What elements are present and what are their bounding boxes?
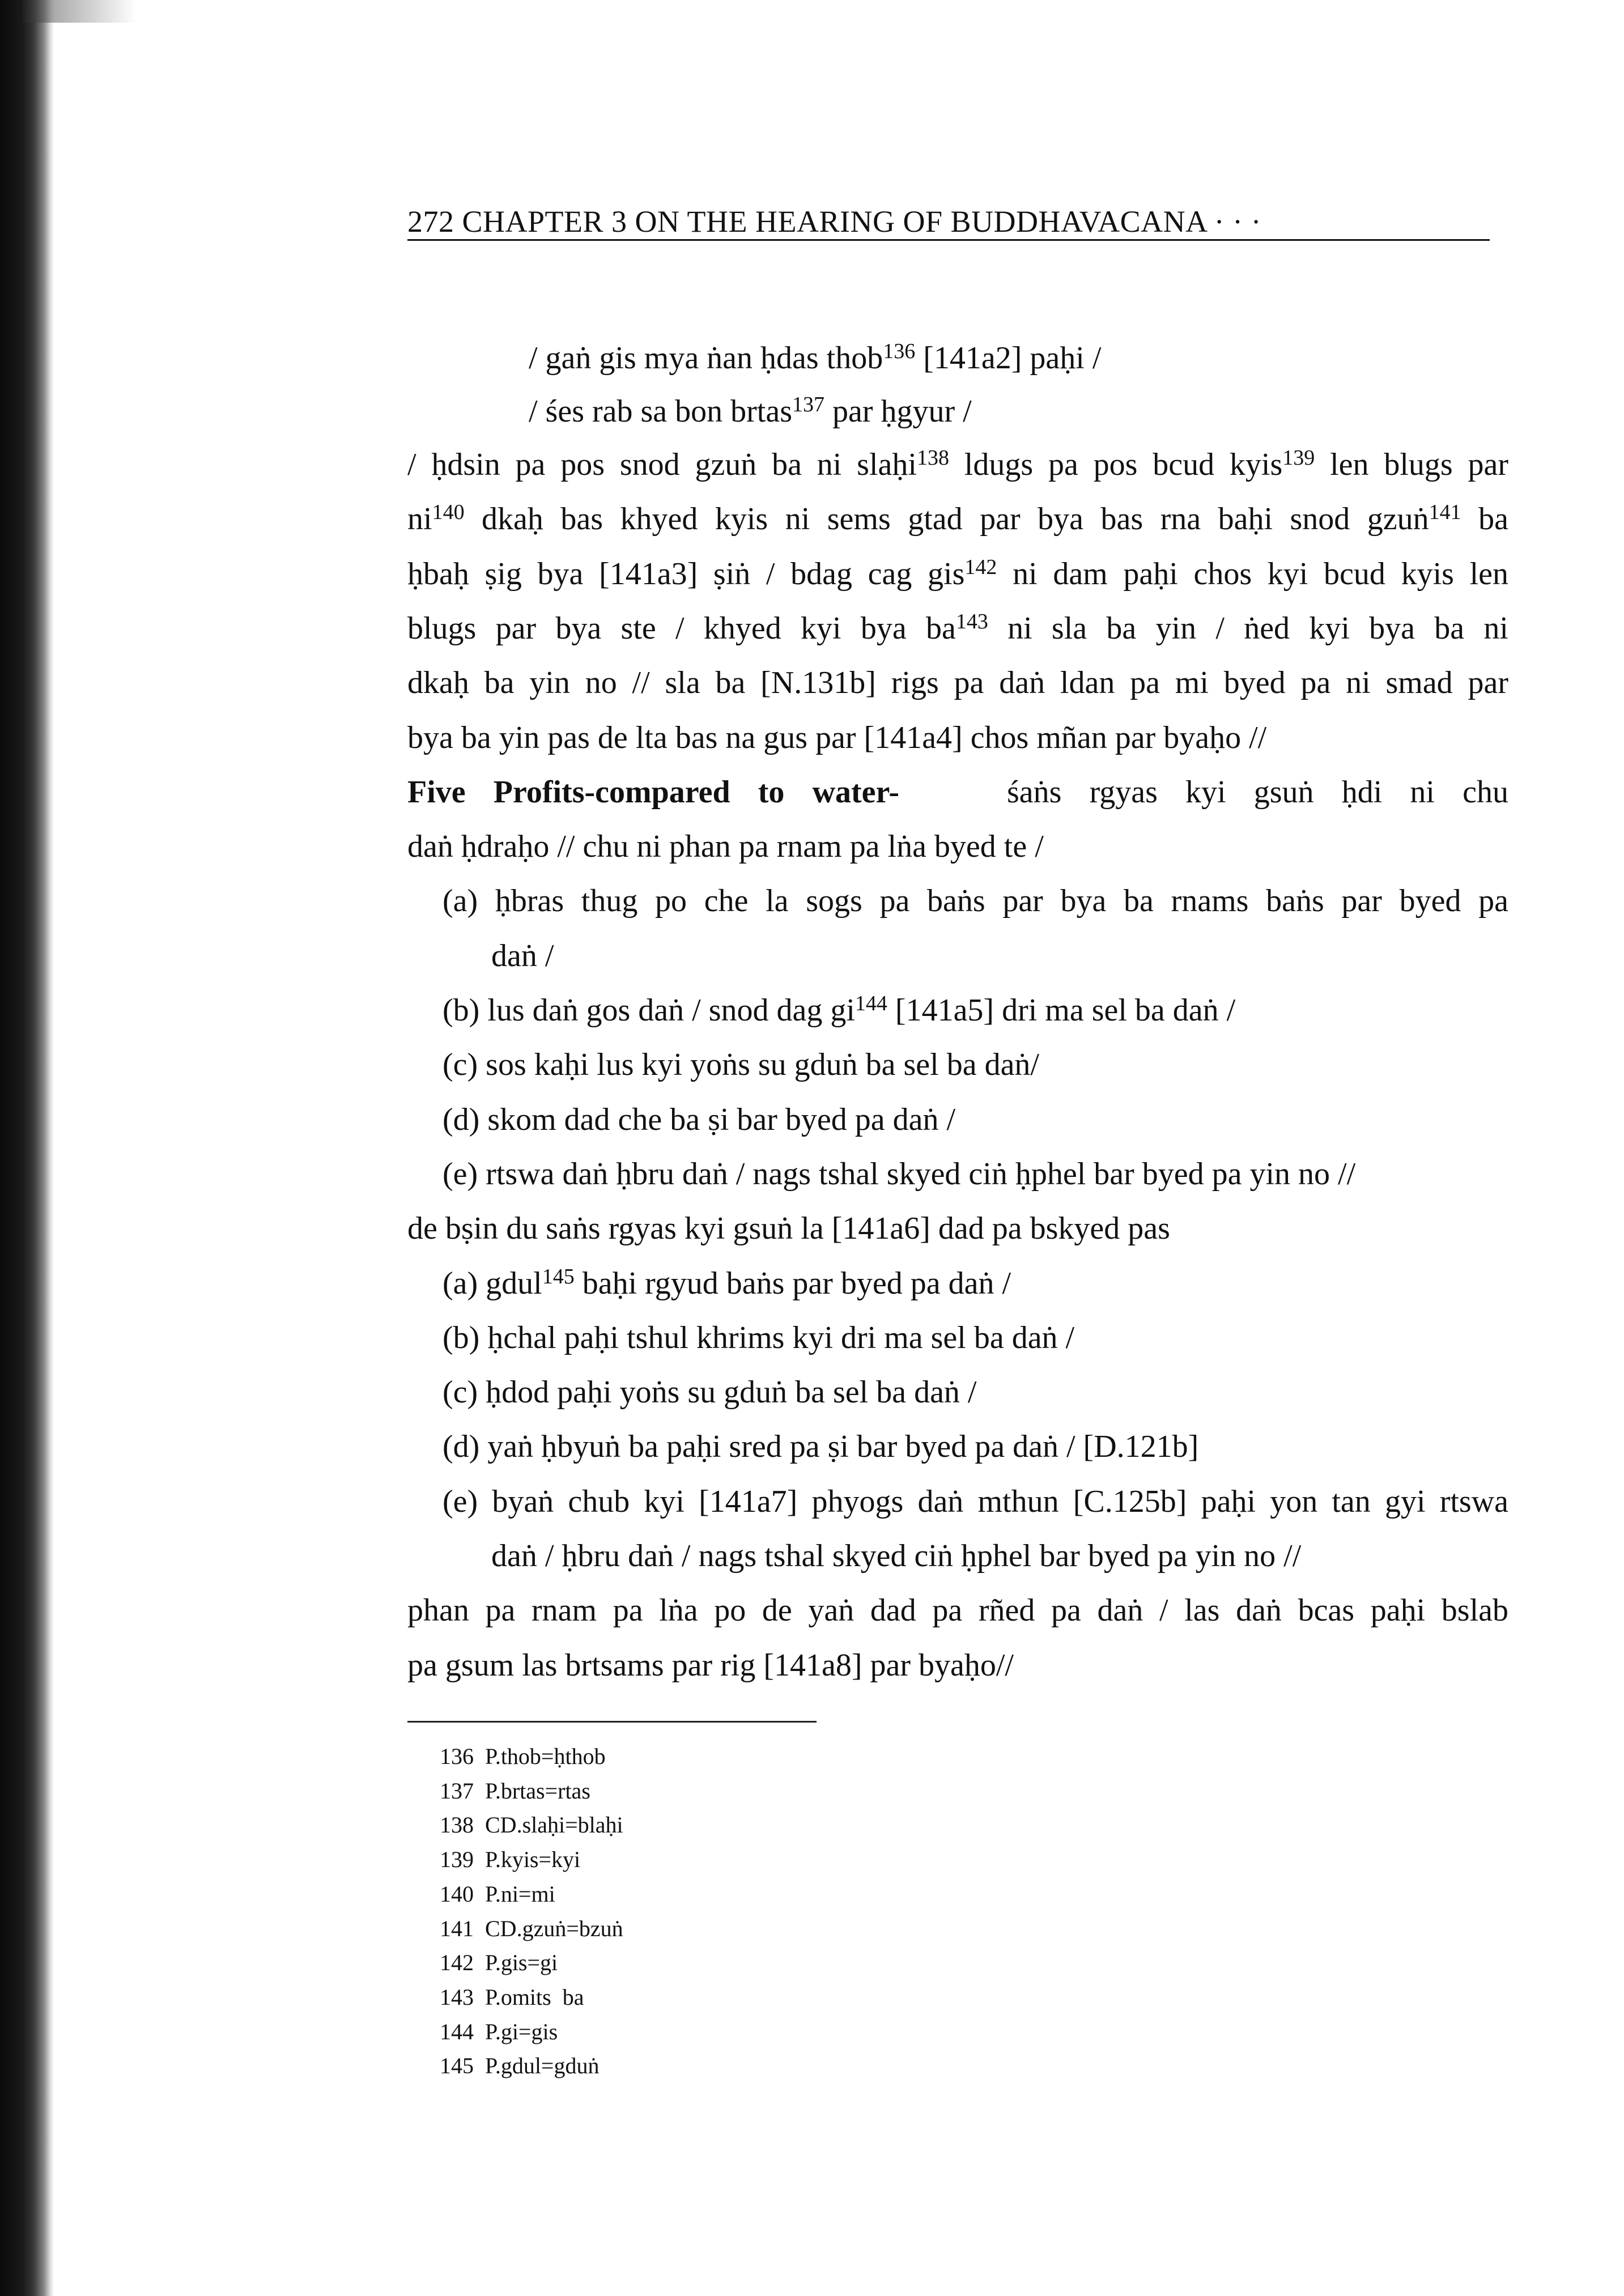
text-run: (e) rtswa daṅ ḥbru daṅ / nags tshal skyed ciṅ ḥphel bar byed pa yin no // <box>443 1156 1356 1192</box>
text-line <box>443 1047 1039 1083</box>
text-line <box>407 447 1508 483</box>
text-line <box>491 1538 1301 1574</box>
text-run: ba <box>1461 501 1508 537</box>
text-run: ḥbaḥ ṣig bya [141a3] ṣiṅ / bdag cag gis <box>407 556 965 592</box>
footnote-ref: 139 <box>1282 446 1315 470</box>
chapter-title: CHAPTER 3 ON THE HEARING OF BUDDHAVACANA · · · <box>462 205 1262 239</box>
text-run: (d) yaṅ ḥbyuṅ ba paḥi sred pa ṣi bar byed pa daṅ / [D.121b] <box>443 1429 1199 1465</box>
footnote-ref: 137 <box>792 393 825 416</box>
text-run: ni <box>407 501 432 537</box>
text-run: par ḥgyur / <box>824 394 972 429</box>
text-run: [141a2] paḥi / <box>915 341 1102 376</box>
text-run: ldugs pa pos bcud kyis <box>949 447 1283 482</box>
text-run: śaṅs rgyas kyi gsuṅ ḥdi ni chu <box>1006 774 1508 810</box>
text-line <box>407 774 1508 810</box>
text-run: daṅ ḥdraḥo // chu ni phan pa rnam pa lṅa byed te / <box>407 829 1044 865</box>
footnote-ref: 143 <box>955 609 988 633</box>
text-run: (b) ḥchal paḥi tshul khrims kyi dri ma sel ba daṅ / <box>443 1320 1075 1355</box>
text-line <box>407 720 1266 756</box>
footnote: 136 P.thob=ḥthob <box>440 1744 606 1769</box>
book-binding-shadow <box>0 0 54 2296</box>
text-line <box>443 883 1508 919</box>
text-line <box>407 501 1508 537</box>
text-run: (a) gdul <box>443 1265 542 1301</box>
text-run: (c) sos kaḥi lus kyi yoṅs su gduṅ ba sel ba daṅ/ <box>443 1047 1039 1083</box>
text-line <box>529 393 972 430</box>
text-run: / śes rab sa bon brtas <box>529 394 793 429</box>
text-run: / ḥdsin pa pos snod gzuṅ ba ni slaḥi <box>407 447 917 482</box>
text-line <box>443 1320 1074 1356</box>
text-line <box>443 1102 955 1138</box>
page-number: 272 <box>407 205 454 239</box>
footnote: 143 P.omits ba <box>440 1984 584 2010</box>
section-heading: Five Profits-compared to water- <box>407 774 899 810</box>
footnote: 141 CD.gzuṅ=bzuṅ <box>440 1915 623 1941</box>
text-run: (b) lus daṅ gos daṅ / snod dag gi <box>443 993 855 1028</box>
text-line <box>443 1156 1355 1192</box>
text-line <box>407 1210 1170 1247</box>
text-line <box>407 828 1044 865</box>
footnote: 142 P.gis=gi <box>440 1950 558 1976</box>
text-run: daṅ / ḥbru daṅ / nags tshal skyed ciṅ ḥphel bar byed pa yin no // <box>491 1538 1302 1574</box>
text-run: baḥi rgyud baṅs par byed pa daṅ / <box>574 1265 1011 1301</box>
footnote: 144 P.gi=gis <box>440 2018 558 2044</box>
text-run: blugs par bya ste / khyed kyi bya ba <box>407 610 956 646</box>
footnote-ref: 142 <box>964 555 997 579</box>
text-line <box>443 1428 1198 1465</box>
text-line <box>443 1265 1011 1302</box>
text-line <box>443 1483 1508 1520</box>
footnote-ref: 136 <box>883 339 916 363</box>
text-run: / gaṅ gis mya ṅan ḥdas thob <box>529 341 883 376</box>
text-run: (a) ḥbras thug po che la sogs pa baṅs par bya ba rnams baṅs par byed pa <box>443 883 1508 919</box>
text-line <box>407 665 1508 701</box>
text-run: (c) ḥdod paḥi yoṅs su gduṅ ba sel ba daṅ / <box>443 1375 977 1410</box>
footnote: 137 P.brtas=rtas <box>440 1778 590 1804</box>
footnote: 145 P.gdul=gduṅ <box>440 2053 600 2079</box>
scan-artifact <box>23 0 136 23</box>
text-line <box>407 610 1508 647</box>
text-line <box>407 1592 1508 1629</box>
text-line <box>407 1647 1014 1683</box>
footnote: 140 P.ni=mi <box>440 1881 555 1907</box>
text-line <box>491 938 554 974</box>
footnote: 139 P.kyis=kyi <box>440 1847 581 1873</box>
footnote-ref: 144 <box>854 992 887 1015</box>
text-line <box>443 1374 976 1410</box>
running-header <box>407 204 1490 241</box>
footnote: 138 CD.slaḥi=blaḥi <box>440 1812 623 1838</box>
footnote-ref: 140 <box>432 500 465 525</box>
text-run: bya ba yin pas de lta bas na gus par [141a4] chos mñan par byaḥo // <box>407 720 1267 755</box>
text-run: dkaḥ ba yin no // sla ba [N.131b] rigs pa daṅ ldan pa mi byed pa ni smad par <box>407 665 1508 701</box>
text-run: phan pa rnam pa lṅa po de yaṅ dad pa rñed pa daṅ / las daṅ bcas paḥi bslab <box>407 1593 1508 1629</box>
text-run: len blugs par <box>1315 447 1508 482</box>
text-run: (e) byaṅ chub kyi [141a7] phyogs daṅ mthun [C.125b] paḥi yon tan gyi rtswa <box>443 1483 1508 1519</box>
text-line <box>407 556 1508 592</box>
text-run: de bṣin du saṅs rgyas kyi gsuṅ la [141a6] dad pa bskyed pas <box>407 1211 1170 1247</box>
text-run: dkaḥ bas khyed kyis ni sems gtad par bya bas rna baḥi snod gzuṅ <box>464 501 1429 537</box>
footnote-ref: 141 <box>1429 500 1461 525</box>
text-run: pa gsum las brtsams par rig [141a8] par byaḥo// <box>407 1647 1014 1683</box>
text-run: (d) skom dad che ba ṣi bar byed pa daṅ / <box>443 1102 956 1137</box>
footnote-divider <box>407 1721 817 1723</box>
footnote-ref: 145 <box>542 1264 575 1289</box>
text-run: [141a5] dri ma sel ba daṅ / <box>887 993 1236 1028</box>
text-run: daṅ / <box>491 938 554 973</box>
text-line <box>443 992 1235 1028</box>
footnote-ref: 138 <box>916 446 949 470</box>
text-line <box>529 340 1101 376</box>
text-run: ni dam paḥi chos kyi bcud kyis len <box>997 556 1509 592</box>
text-run: ni sla ba yin / ṅed kyi bya ba ni <box>988 610 1508 646</box>
